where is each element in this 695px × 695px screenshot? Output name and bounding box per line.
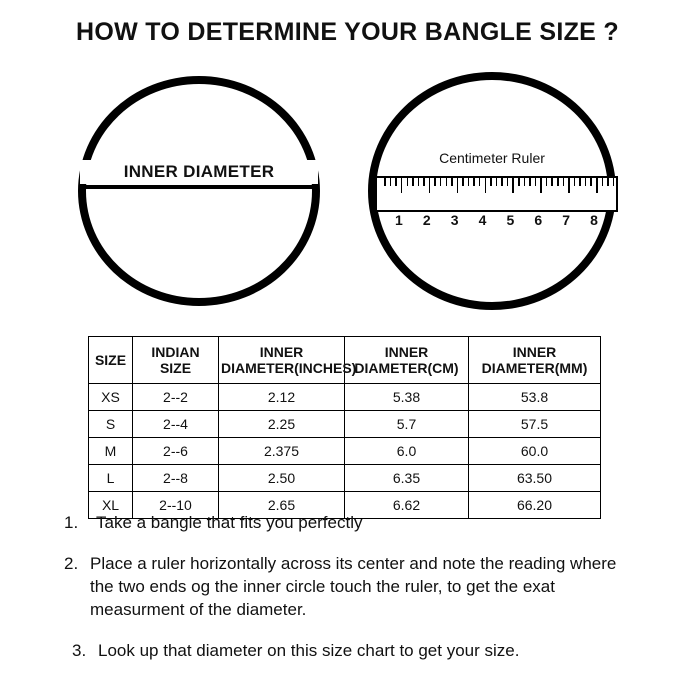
ruler-tick-minor <box>546 178 548 186</box>
cell-size: XL <box>89 492 133 519</box>
cell-inches: 2.50 <box>219 465 345 492</box>
ruler-tick-minor <box>490 178 492 186</box>
instruction-steps <box>64 512 644 681</box>
ruler-tick-minor <box>613 178 615 186</box>
page-title: HOW TO DETERMINE YOUR BANGLE SIZE ? <box>76 18 619 46</box>
table-body <box>89 384 601 519</box>
ruler-tick-minor <box>440 178 442 186</box>
cell-inches: 2.65 <box>219 492 345 519</box>
ruler-tick-minor <box>535 178 537 186</box>
cell-indian-size: 2--2 <box>133 384 219 411</box>
ruler-tick-minor <box>434 178 436 186</box>
cell-inches: 2.25 <box>219 411 345 438</box>
ruler-tick-minor <box>518 178 520 186</box>
ruler-tick-minor <box>451 178 453 186</box>
instruction-step <box>64 553 644 622</box>
step-text: Place a ruler horizontally across its center and note the reading where the two ends og the inner circle touch the ruler, to get the exat measurment of the diameter. <box>90 553 617 619</box>
ruler-tick-minor <box>529 178 531 186</box>
table-header-row <box>89 337 601 384</box>
cell-cm: 6.62 <box>345 492 469 519</box>
header-inner-diameter-cm: INNER DIAMETER(CM) <box>345 337 469 384</box>
cell-indian-size: 2--4 <box>133 411 219 438</box>
header-inner-diameter-mm: INNER DIAMETER(MM) <box>469 337 601 384</box>
ruler-tick-major <box>540 178 542 193</box>
cell-indian-size: 2--10 <box>133 492 219 519</box>
centimeter-ruler <box>375 176 618 212</box>
cell-indian-size: 2--6 <box>133 438 219 465</box>
ruler-tick-minor <box>585 178 587 186</box>
step-number: 2. <box>64 553 79 573</box>
ruler-number: 5 <box>506 212 515 228</box>
ruler-tick-minor <box>501 178 503 186</box>
cell-cm: 5.38 <box>345 384 469 411</box>
table-row <box>89 411 601 438</box>
ruler-ticks <box>377 178 616 210</box>
cell-size: M <box>89 438 133 465</box>
ruler-tick-minor <box>446 178 448 186</box>
cell-inches: 2.12 <box>219 384 345 411</box>
ruler-tick-minor <box>395 178 397 186</box>
ruler-tick-minor <box>590 178 592 186</box>
cell-inches: 2.375 <box>219 438 345 465</box>
cell-mm: 63.50 <box>469 465 601 492</box>
ruler-tick-minor <box>496 178 498 186</box>
ruler-tick-major <box>429 178 431 193</box>
ruler-tick-minor <box>479 178 481 186</box>
bangle-circle-left <box>78 76 320 306</box>
instruction-step <box>72 640 644 663</box>
ruler-tick-minor <box>390 178 392 186</box>
ruler-tick-minor <box>412 178 414 186</box>
header-indian-size: INDIAN SIZE <box>133 337 219 384</box>
ruler-title: Centimeter Ruler <box>439 150 545 166</box>
table-row <box>89 465 601 492</box>
ruler-tick-major <box>457 178 459 193</box>
inner-diameter-label: INNER DIAMETER <box>80 160 318 184</box>
ruler-tick-minor <box>579 178 581 186</box>
table-row <box>89 438 601 465</box>
cell-cm: 6.35 <box>345 465 469 492</box>
ruler-tick-minor <box>507 178 509 186</box>
ruler-tick-major <box>512 178 514 193</box>
cell-mm: 53.8 <box>469 384 601 411</box>
cell-mm: 57.5 <box>469 411 601 438</box>
ruler-tick-minor <box>524 178 526 186</box>
instruction-step <box>64 512 644 535</box>
header-size: SIZE <box>89 337 133 384</box>
ruler-number: 1 <box>395 212 403 228</box>
cell-size: XS <box>89 384 133 411</box>
step-text: Take a bangle that fits you perfectly <box>96 513 363 532</box>
inner-diameter-line <box>80 185 318 189</box>
step-number: 1. <box>64 513 79 532</box>
ruler-tick-minor <box>384 178 386 186</box>
ruler-number: 3 <box>450 212 459 228</box>
ruler-tick-major <box>596 178 598 193</box>
ruler-number: 4 <box>478 212 487 228</box>
ruler-number: 2 <box>422 212 431 228</box>
ruler-tick-major <box>401 178 403 193</box>
ruler-tick-major <box>568 178 570 193</box>
ruler-number: 8 <box>590 212 598 228</box>
cell-cm: 5.7 <box>345 411 469 438</box>
cell-mm: 66.20 <box>469 492 601 519</box>
cell-cm: 6.0 <box>345 438 469 465</box>
cell-size: S <box>89 411 133 438</box>
size-chart-table <box>88 336 601 519</box>
ruler-tick-minor <box>551 178 553 186</box>
ruler-number-labels <box>375 212 618 232</box>
cell-indian-size: 2--8 <box>133 465 219 492</box>
diagram-area <box>0 72 695 312</box>
ruler-tick-minor <box>563 178 565 186</box>
ruler-number: 7 <box>562 212 571 228</box>
ruler-tick-minor <box>418 178 420 186</box>
ruler-tick-minor <box>407 178 409 186</box>
ruler-tick-major <box>485 178 487 193</box>
step-text: Look up that diameter on this size chart to get your size. <box>98 640 520 660</box>
ruler-tick-minor <box>602 178 604 186</box>
ruler-number: 6 <box>534 212 543 228</box>
table-row <box>89 384 601 411</box>
cell-mm: 60.0 <box>469 438 601 465</box>
ruler-tick-minor <box>473 178 475 186</box>
ruler-tick-minor <box>607 178 609 186</box>
ruler-tick-minor <box>468 178 470 186</box>
ruler-tick-minor <box>557 178 559 186</box>
step-number: 3. <box>72 640 87 660</box>
ruler-tick-minor <box>423 178 425 186</box>
cell-size: L <box>89 465 133 492</box>
ruler-tick-minor <box>462 178 464 186</box>
ruler-tick-minor <box>574 178 576 186</box>
header-inner-diameter-inches: INNER DIAMETER(INCHES) <box>219 337 345 384</box>
table-header <box>89 337 601 384</box>
